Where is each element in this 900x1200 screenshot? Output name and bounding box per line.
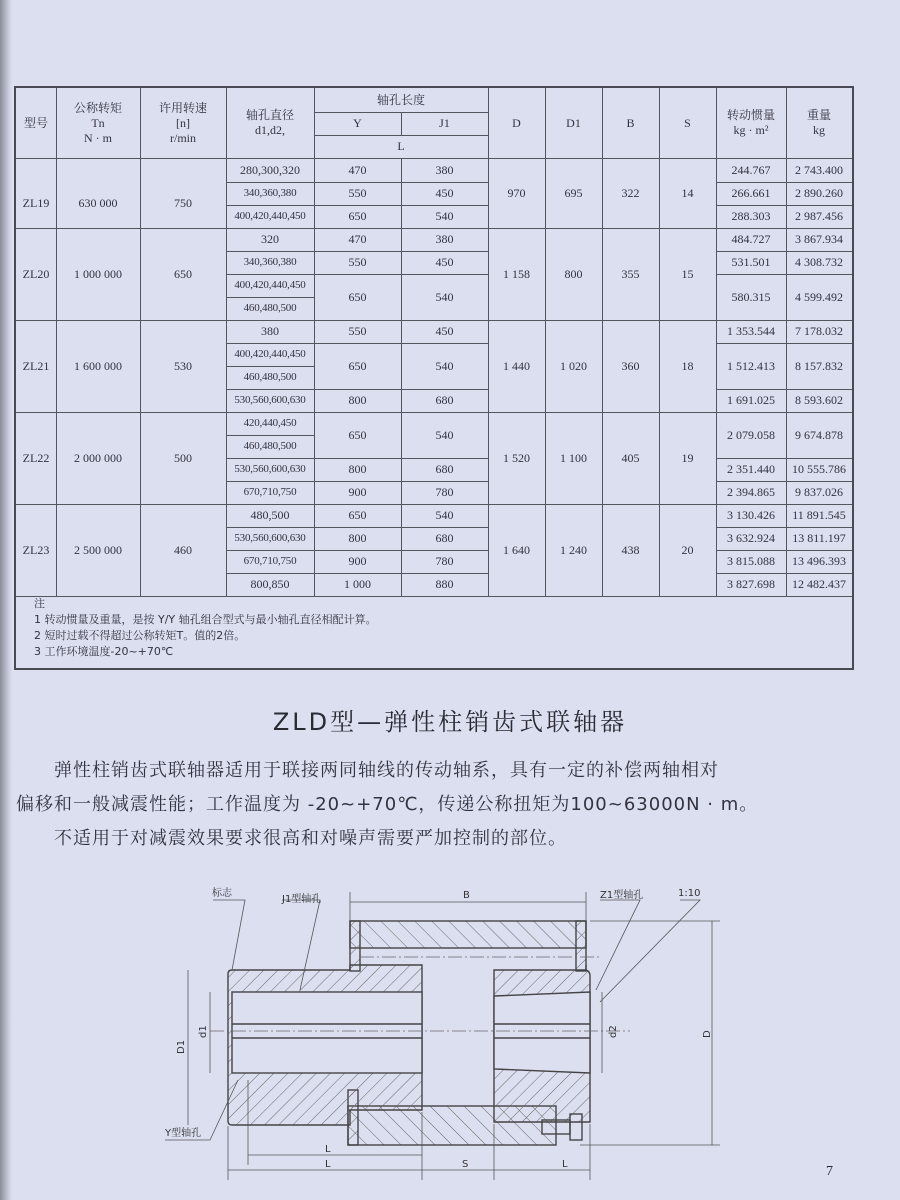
zl19-inertia-2: 288.303 bbox=[731, 209, 771, 223]
header-speed bbox=[140, 88, 226, 158]
notes-heading: 注 bbox=[34, 597, 45, 610]
grid-line bbox=[602, 88, 603, 596]
zl22-bore-0: 420,440,450 bbox=[243, 416, 297, 429]
zl22-j1-1: 680 bbox=[435, 462, 454, 476]
grid-line bbox=[140, 88, 141, 596]
zl20-S: 15 bbox=[681, 266, 694, 281]
grid-line bbox=[226, 458, 488, 459]
zl23-model: ZL23 bbox=[22, 542, 50, 557]
header-model bbox=[16, 88, 56, 158]
grid-line bbox=[226, 297, 314, 298]
page-number: 7 bbox=[826, 1164, 833, 1179]
grid-line bbox=[716, 182, 852, 183]
zl23-j1-0: 540 bbox=[435, 508, 454, 522]
grid-line bbox=[716, 481, 852, 482]
header-speed-symbol: [n] bbox=[176, 115, 190, 130]
zl23-j1-3: 880 bbox=[435, 577, 454, 591]
header-torque bbox=[56, 88, 140, 158]
zl23-inertia-0: 3 130.426 bbox=[727, 508, 775, 522]
header-bore-symbol: d1,d2, bbox=[255, 123, 285, 137]
zl22-D: 1 520 bbox=[503, 450, 530, 465]
zl19-j1-1: 450 bbox=[435, 186, 454, 200]
header-length bbox=[314, 88, 488, 112]
zl21-inertia-1: 1 512.413 bbox=[727, 358, 775, 373]
zl21-j1-1: 540 bbox=[435, 358, 454, 373]
grid-line bbox=[226, 481, 488, 482]
zl22-inertia-0: 2 079.058 bbox=[727, 427, 775, 442]
grid-line bbox=[401, 158, 402, 596]
zl22-bore-1: 460,480,500 bbox=[243, 439, 297, 452]
zl23-D: 1 640 bbox=[503, 542, 530, 557]
zl19-weight-0: 2 743.400 bbox=[795, 162, 843, 177]
label-j1-bore: J1型轴孔 bbox=[282, 894, 322, 905]
grid-line bbox=[716, 274, 852, 275]
dim-d1: d1 bbox=[198, 1025, 209, 1038]
zl20-inertia-0: 484.727 bbox=[731, 232, 771, 246]
zl22-B: 405 bbox=[621, 450, 640, 465]
grid-line bbox=[226, 274, 488, 275]
grid-line bbox=[226, 550, 488, 551]
header-B-label: B bbox=[626, 115, 635, 130]
description-line-1: 弹性柱销齿式联轴器适用于联接两同轴线的传动轴系，具有一定的补偿两轴相对 bbox=[54, 760, 719, 781]
zl23-bore-1: 530,560,600,630 bbox=[234, 531, 306, 544]
grid-line bbox=[226, 343, 488, 344]
zl19-y-2: 650 bbox=[348, 209, 367, 223]
zl20-y-1: 550 bbox=[348, 255, 367, 269]
grid-line bbox=[226, 205, 488, 206]
zl19-speed: 750 bbox=[174, 196, 192, 210]
note-item: 3 工作环境温度-20~+70℃ bbox=[34, 645, 174, 658]
zl19-bore-2: 400,420,440,450 bbox=[234, 209, 306, 222]
description-line-3: 不适用于对减震效果要求很高和对噪声需要严加控制的部位。 bbox=[54, 828, 567, 849]
zl21-j1-0: 450 bbox=[435, 324, 454, 338]
zl19-weight-2: 2 987.456 bbox=[795, 209, 843, 223]
grid-line bbox=[716, 88, 717, 596]
zl22-speed: 500 bbox=[174, 450, 192, 465]
header-model-label: 型号 bbox=[23, 115, 48, 130]
header-length-j1 bbox=[401, 112, 488, 135]
zl22-weight-1: 10 555.786 bbox=[792, 462, 846, 476]
zl20-weight-1: 4 308.732 bbox=[795, 255, 843, 269]
zl22-j1-2: 780 bbox=[435, 485, 454, 499]
outer-sleeve-top bbox=[350, 921, 586, 948]
grid-line bbox=[226, 251, 488, 252]
zl23-y-3: 1 000 bbox=[344, 577, 371, 591]
header-length-l bbox=[314, 135, 488, 158]
grid-line bbox=[545, 88, 546, 596]
zl22-weight-0: 9 674.878 bbox=[795, 427, 843, 442]
zl19-j1-2: 540 bbox=[435, 209, 454, 223]
grid-line bbox=[226, 527, 488, 528]
grid-line bbox=[16, 158, 852, 159]
zl19-y-1: 550 bbox=[348, 186, 367, 200]
zl20-inertia-2: 580.315 bbox=[731, 289, 771, 304]
zl21-y-2: 800 bbox=[348, 393, 367, 407]
grid-line bbox=[226, 573, 488, 574]
zl20-j1-1: 450 bbox=[435, 255, 454, 269]
zl20-bore-3: 460,480,500 bbox=[243, 301, 297, 314]
grid-line bbox=[16, 320, 852, 321]
header-weight bbox=[786, 88, 852, 158]
zl21-torque: 1 600 000 bbox=[74, 358, 122, 373]
zl20-speed: 650 bbox=[174, 266, 192, 281]
dim-B: B bbox=[463, 890, 470, 901]
zl21-model: ZL21 bbox=[22, 358, 50, 373]
dim-d2: d2 bbox=[608, 1025, 619, 1038]
header-bore bbox=[226, 88, 314, 158]
zl20-model: ZL20 bbox=[22, 266, 50, 281]
zl20-D1: 800 bbox=[564, 266, 583, 281]
zl19-inertia-1: 266.661 bbox=[731, 186, 771, 200]
zl23-weight-1: 13 811.197 bbox=[792, 531, 846, 545]
zl23-y-2: 900 bbox=[348, 554, 367, 568]
dim-L-inner: L bbox=[325, 1144, 331, 1155]
zl19-torque: 630 000 bbox=[78, 196, 118, 210]
zl20-y-0: 470 bbox=[348, 232, 367, 246]
grid-line bbox=[716, 389, 852, 390]
zl20-inertia-1: 531.501 bbox=[731, 255, 771, 269]
header-torque-unit: N · m bbox=[84, 130, 112, 145]
zl23-j1-2: 780 bbox=[435, 554, 454, 568]
zl21-bore-0: 380 bbox=[261, 324, 279, 338]
coupling-spec-table bbox=[14, 86, 854, 670]
grid-line bbox=[716, 343, 852, 344]
zl21-inertia-2: 1 691.025 bbox=[727, 393, 775, 407]
zl22-torque: 2 000 000 bbox=[74, 450, 122, 465]
grid-line bbox=[226, 435, 314, 436]
header-D1-label: D1 bbox=[566, 115, 581, 130]
grid-line bbox=[716, 251, 852, 252]
zl21-inertia-0: 1 353.544 bbox=[727, 324, 775, 338]
zl23-S: 20 bbox=[681, 542, 694, 557]
zl19-bore-1: 340,360,380 bbox=[243, 186, 297, 199]
zl22-S: 19 bbox=[681, 450, 694, 465]
header-S bbox=[659, 88, 716, 158]
zl20-B: 355 bbox=[621, 266, 640, 281]
zl20-j1-0: 380 bbox=[435, 232, 454, 246]
zl19-weight-1: 2 890.260 bbox=[795, 186, 843, 200]
dim-D: D bbox=[702, 1030, 713, 1038]
header-D-label: D bbox=[512, 115, 521, 130]
header-D1 bbox=[545, 88, 602, 158]
zl23-y-1: 800 bbox=[348, 531, 367, 545]
zl20-j1-2: 540 bbox=[435, 289, 454, 304]
zl21-bore-2: 460,480,500 bbox=[243, 370, 297, 383]
zl19-B: 322 bbox=[621, 185, 640, 200]
header-torque-symbol: Tn bbox=[91, 115, 105, 130]
zl23-D1: 1 240 bbox=[560, 542, 587, 557]
zl23-torque: 2 500 000 bbox=[74, 542, 122, 557]
grid-line bbox=[716, 205, 852, 206]
label-y-bore: Y型轴孔 bbox=[165, 1128, 202, 1139]
zl23-y-0: 650 bbox=[348, 508, 367, 522]
dim-D1: D1 bbox=[176, 1039, 187, 1054]
zl22-D1: 1 100 bbox=[560, 450, 587, 465]
zl21-bore-3: 530,560,600,630 bbox=[234, 393, 306, 406]
zl21-y-1: 650 bbox=[348, 358, 367, 373]
zl20-bore-2: 400,420,440,450 bbox=[234, 278, 306, 291]
zl22-y-2: 900 bbox=[348, 485, 367, 499]
grid-line bbox=[226, 366, 314, 367]
zl21-bore-1: 400,420,440,450 bbox=[234, 347, 306, 360]
zl21-D1: 1 020 bbox=[560, 358, 587, 373]
note-item: 1 转动惯量及重量，是按 Y/Y 轴孔组合型式与最小轴孔直径相配计算。 bbox=[34, 613, 377, 626]
grid-line bbox=[716, 573, 852, 574]
zl22-inertia-2: 2 394.865 bbox=[727, 485, 775, 499]
header-speed-title: 许用转速 bbox=[158, 100, 207, 115]
label-mark: 标志 bbox=[212, 888, 232, 899]
table-notes bbox=[34, 596, 377, 660]
zl20-bore-1: 340,360,380 bbox=[243, 255, 297, 268]
zl19-bore-0: 280,300,320 bbox=[240, 162, 300, 177]
zl21-speed: 530 bbox=[174, 358, 192, 373]
grid-line bbox=[226, 88, 227, 596]
zl19-S: 14 bbox=[681, 185, 694, 200]
zl19-D1: 695 bbox=[564, 185, 583, 200]
dim-S: S bbox=[462, 1159, 469, 1170]
grid-line bbox=[314, 112, 488, 113]
grid-line bbox=[226, 182, 488, 183]
dim-L-left: L bbox=[325, 1159, 331, 1170]
zl21-S: 18 bbox=[681, 358, 694, 373]
zl19-model: ZL19 bbox=[22, 196, 50, 210]
grid-line bbox=[16, 412, 852, 413]
zl21-y-0: 550 bbox=[348, 324, 367, 338]
header-inertia bbox=[716, 88, 786, 158]
header-weight-unit: kg bbox=[813, 123, 825, 137]
header-torque-title: 公称转矩 bbox=[73, 100, 122, 115]
zl20-torque: 1 000 000 bbox=[74, 266, 122, 281]
zl23-j1-1: 680 bbox=[435, 531, 454, 545]
header-bore-title: 轴孔直径 bbox=[245, 108, 294, 122]
zl21-j1-2: 680 bbox=[435, 393, 454, 407]
grid-line bbox=[659, 88, 660, 596]
zl20-bore-0: 320 bbox=[261, 232, 279, 246]
zl22-inertia-1: 2 351.440 bbox=[727, 462, 775, 476]
zl22-weight-2: 9 837.026 bbox=[795, 485, 843, 499]
dim-L-right: L bbox=[562, 1159, 568, 1170]
grid-line bbox=[716, 550, 852, 551]
zl19-y-0: 470 bbox=[348, 162, 367, 177]
header-speed-unit: r/min bbox=[170, 130, 196, 145]
zl19-D: 970 bbox=[507, 185, 526, 200]
note-item: 2 短时过载不得超过公称转矩T。值的2倍。 bbox=[34, 629, 246, 642]
zl23-bore-3: 800,850 bbox=[250, 577, 290, 591]
zl20-D: 1 158 bbox=[503, 266, 530, 281]
zl23-bore-2: 670,710,750 bbox=[243, 554, 297, 567]
zl21-weight-2: 8 593.602 bbox=[795, 393, 843, 407]
zl20-y-2: 650 bbox=[348, 289, 367, 304]
grid-line bbox=[16, 504, 852, 505]
header-length-y bbox=[314, 112, 401, 135]
header-B bbox=[602, 88, 659, 158]
zl23-inertia-2: 3 815.088 bbox=[727, 554, 775, 568]
header-length-title: 轴孔长度 bbox=[376, 92, 425, 107]
description-line-2: 偏移和一般减震性能；工作温度为 -20~+70℃，传递公称扭矩为100~63000N · m。 bbox=[16, 794, 759, 815]
grid-line bbox=[401, 112, 402, 135]
grid-line bbox=[56, 88, 57, 596]
zl23-speed: 460 bbox=[174, 542, 192, 557]
grid-line bbox=[314, 135, 488, 136]
zl21-weight-1: 8 157.832 bbox=[795, 358, 843, 373]
zl22-model: ZL22 bbox=[22, 450, 50, 465]
zl22-bore-3: 670,710,750 bbox=[243, 485, 297, 498]
zl23-bore-0: 480,500 bbox=[250, 508, 290, 522]
zl21-weight-0: 7 178.032 bbox=[795, 324, 843, 338]
zl23-inertia-3: 3 827.698 bbox=[727, 577, 775, 591]
zl20-weight-0: 3 867.934 bbox=[795, 232, 843, 246]
zl23-weight-2: 13 496.393 bbox=[792, 554, 846, 568]
zl22-bore-2: 530,560,600,630 bbox=[234, 462, 306, 475]
header-length-l-label: L bbox=[397, 139, 405, 153]
zl19-j1-0: 380 bbox=[435, 162, 454, 177]
section-title: ZLD型—弹性柱销齿式联轴器 bbox=[272, 708, 628, 736]
zl22-y-1: 800 bbox=[348, 462, 367, 476]
grid-line bbox=[716, 527, 852, 528]
zl23-B: 438 bbox=[621, 542, 640, 557]
header-S-label: S bbox=[684, 115, 691, 130]
zl19-inertia-0: 244.767 bbox=[731, 162, 771, 177]
zl23-weight-0: 11 891.545 bbox=[792, 508, 846, 522]
zl21-D: 1 440 bbox=[503, 358, 530, 373]
zl23-inertia-1: 3 632.924 bbox=[727, 531, 775, 545]
header-length-y-label: Y bbox=[353, 116, 362, 130]
zl22-y-0: 650 bbox=[348, 427, 367, 442]
header-length-j1-label: J1 bbox=[439, 116, 450, 130]
zl22-j1-0: 540 bbox=[435, 427, 454, 442]
zl23-weight-3: 12 482.437 bbox=[792, 577, 846, 591]
coupling-cross-section-drawing bbox=[0, 880, 900, 1200]
header-inertia-unit: kg · m² bbox=[733, 123, 769, 137]
label-taper: 1:10 bbox=[678, 888, 701, 899]
label-z1-bore: Z1型轴孔 bbox=[600, 890, 644, 901]
grid-line bbox=[488, 88, 489, 596]
zl21-B: 360 bbox=[621, 358, 640, 373]
grid-line bbox=[786, 88, 787, 596]
grid-line bbox=[16, 228, 852, 229]
grid-line bbox=[226, 389, 488, 390]
grid-line bbox=[716, 458, 852, 459]
header-inertia-title: 转动惯量 bbox=[726, 108, 775, 122]
grid-line bbox=[314, 88, 315, 596]
zl20-weight-2: 4 599.492 bbox=[795, 289, 843, 304]
header-weight-title: 重量 bbox=[806, 108, 831, 122]
header-D bbox=[488, 88, 545, 158]
